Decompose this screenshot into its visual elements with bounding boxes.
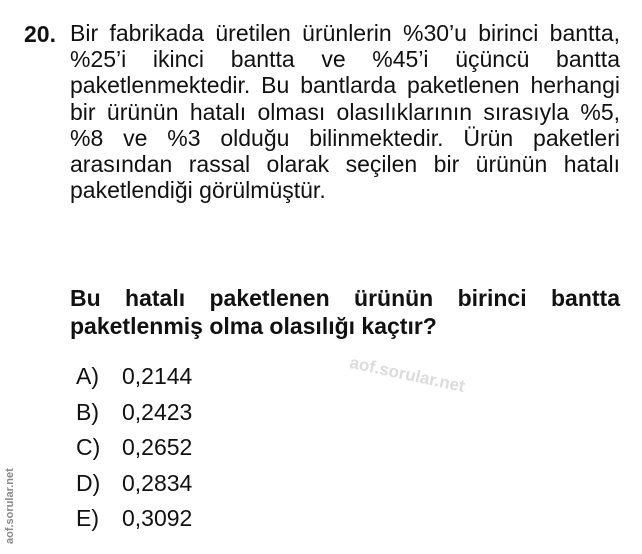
choice-d[interactable] [76,469,192,505]
choice-b[interactable] [76,398,192,434]
choice-letter: D) [76,469,101,496]
choice-value: 0,2423 [122,398,193,425]
choice-letter: E) [76,505,99,532]
choice-letter: B) [76,398,99,425]
answer-choices [76,362,192,540]
choice-c[interactable] [76,433,192,469]
watermark-center: aof.sorular.net [348,353,467,396]
choice-value: 0,3092 [122,505,193,532]
choice-e[interactable] [76,504,192,540]
watermark-side: aof.sorular.net [4,468,16,544]
choice-letter: C) [76,434,101,461]
choice-letter: A) [76,363,99,389]
choice-value: 0,2834 [122,469,193,496]
choice-value: 0,2144 [122,363,193,389]
choice-value: 0,2652 [122,434,193,461]
choice-a[interactable] [76,362,192,398]
question-stem: Bir fabrikada üretilen ürünlerin %30’u birinci bantta, %25’i ikinci bantta ve %45’i üçüncü bantta paketlenmektedir. Bu bantlarda paketlenen herhangi bir ürünün hatalı olması olasılıklarının sırasıyla %5, %8 ve %3 olduğu bilinmektedir. Ürün paketleri arasından rassal olarak seçilen bir ürünün hatalı paketlendiği görülmüştür. [70,20,620,204]
question-number: 20. [24,21,56,47]
question-prompt: Bu hatalı paketlenen ürünün birinci bantta paketlenmiş olma olasılığı kaçtır? [70,285,620,339]
